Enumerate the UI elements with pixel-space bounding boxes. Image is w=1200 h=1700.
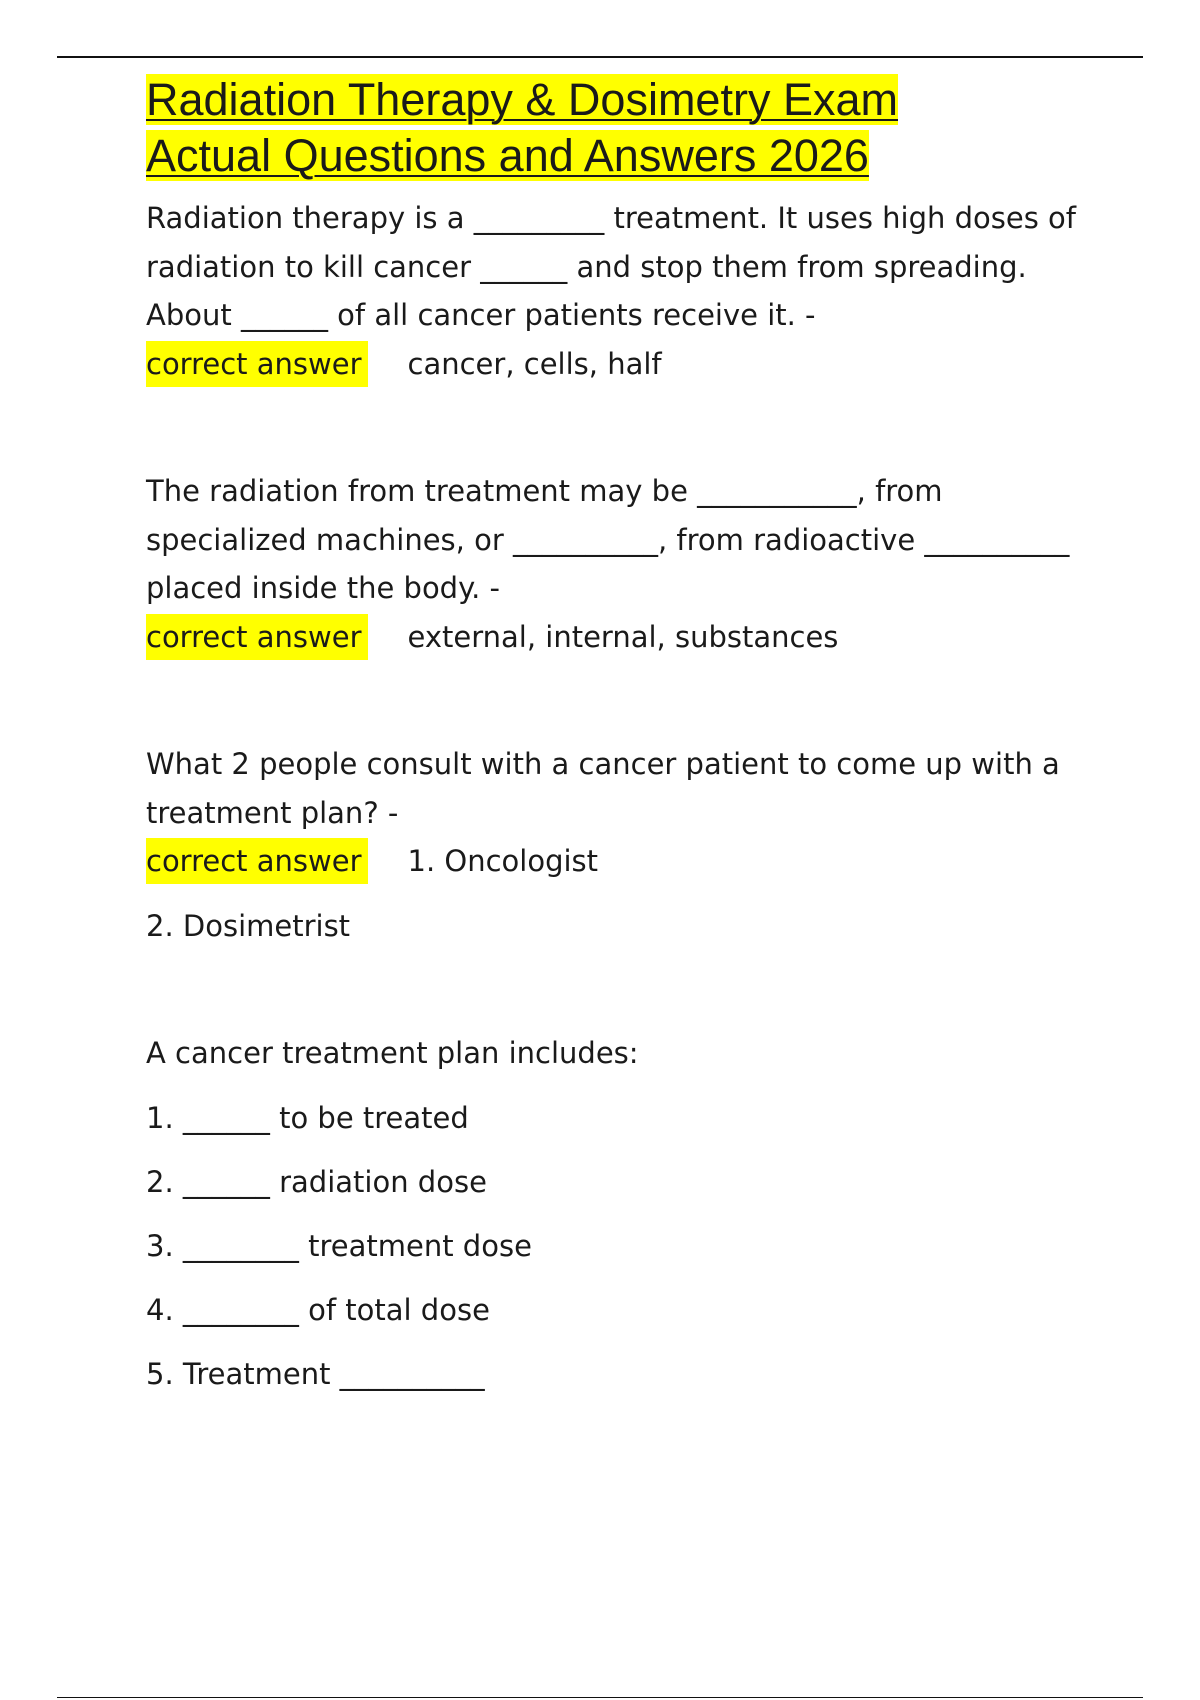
correct-answer-label: correct answer [146, 838, 368, 884]
answer-row [146, 837, 1096, 886]
top-rule [57, 56, 1143, 58]
answer-text-continued: 2. Dosimetrist [146, 908, 351, 943]
title-line-2: Actual Questions and Answers 2026 [146, 130, 869, 181]
answer-text: cancer, cells, half [407, 346, 662, 381]
list-heading: A cancer treatment plan includes: [146, 1035, 639, 1070]
question-text: Radiation therapy is a _________ treatment. It uses high doses of radiation to kill cancer ______ and stop them from spreading. About ______ of all cancer patients receive it. - [146, 201, 1076, 332]
answer-row [146, 340, 1096, 389]
title-line-1: Radiation Therapy & Dosimetry Exam [146, 74, 898, 125]
list-item: 4. ________ of total dose [146, 1292, 490, 1327]
answer-text: external, internal, substances [407, 619, 839, 654]
bottom-rule [57, 1697, 1143, 1698]
list-item: 2. ______ radiation dose [146, 1164, 487, 1199]
list-item: 3. ________ treatment dose [146, 1228, 532, 1263]
question-block-2 [146, 467, 1096, 661]
answer-row [146, 613, 1096, 662]
question-text: What 2 people consult with a cancer patient to come up with a treatment plan? - [146, 747, 1060, 830]
answer-text: 1. Oncologist [407, 844, 599, 878]
question-text: The radiation from treatment may be ___________, from specialized machines, or __________, from radioactive __________ placed inside the body. - [146, 474, 1070, 605]
question-block-3 [146, 740, 1096, 950]
question-block-1 [146, 194, 1096, 388]
list-item: 5. Treatment __________ [146, 1356, 485, 1391]
document-body [146, 72, 1096, 1414]
document-title [146, 72, 1096, 184]
correct-answer-label: correct answer [146, 614, 368, 660]
correct-answer-label: correct answer [146, 341, 368, 387]
treatment-plan-list [146, 1029, 1096, 1398]
list-item: 1. ______ to be treated [146, 1100, 469, 1135]
